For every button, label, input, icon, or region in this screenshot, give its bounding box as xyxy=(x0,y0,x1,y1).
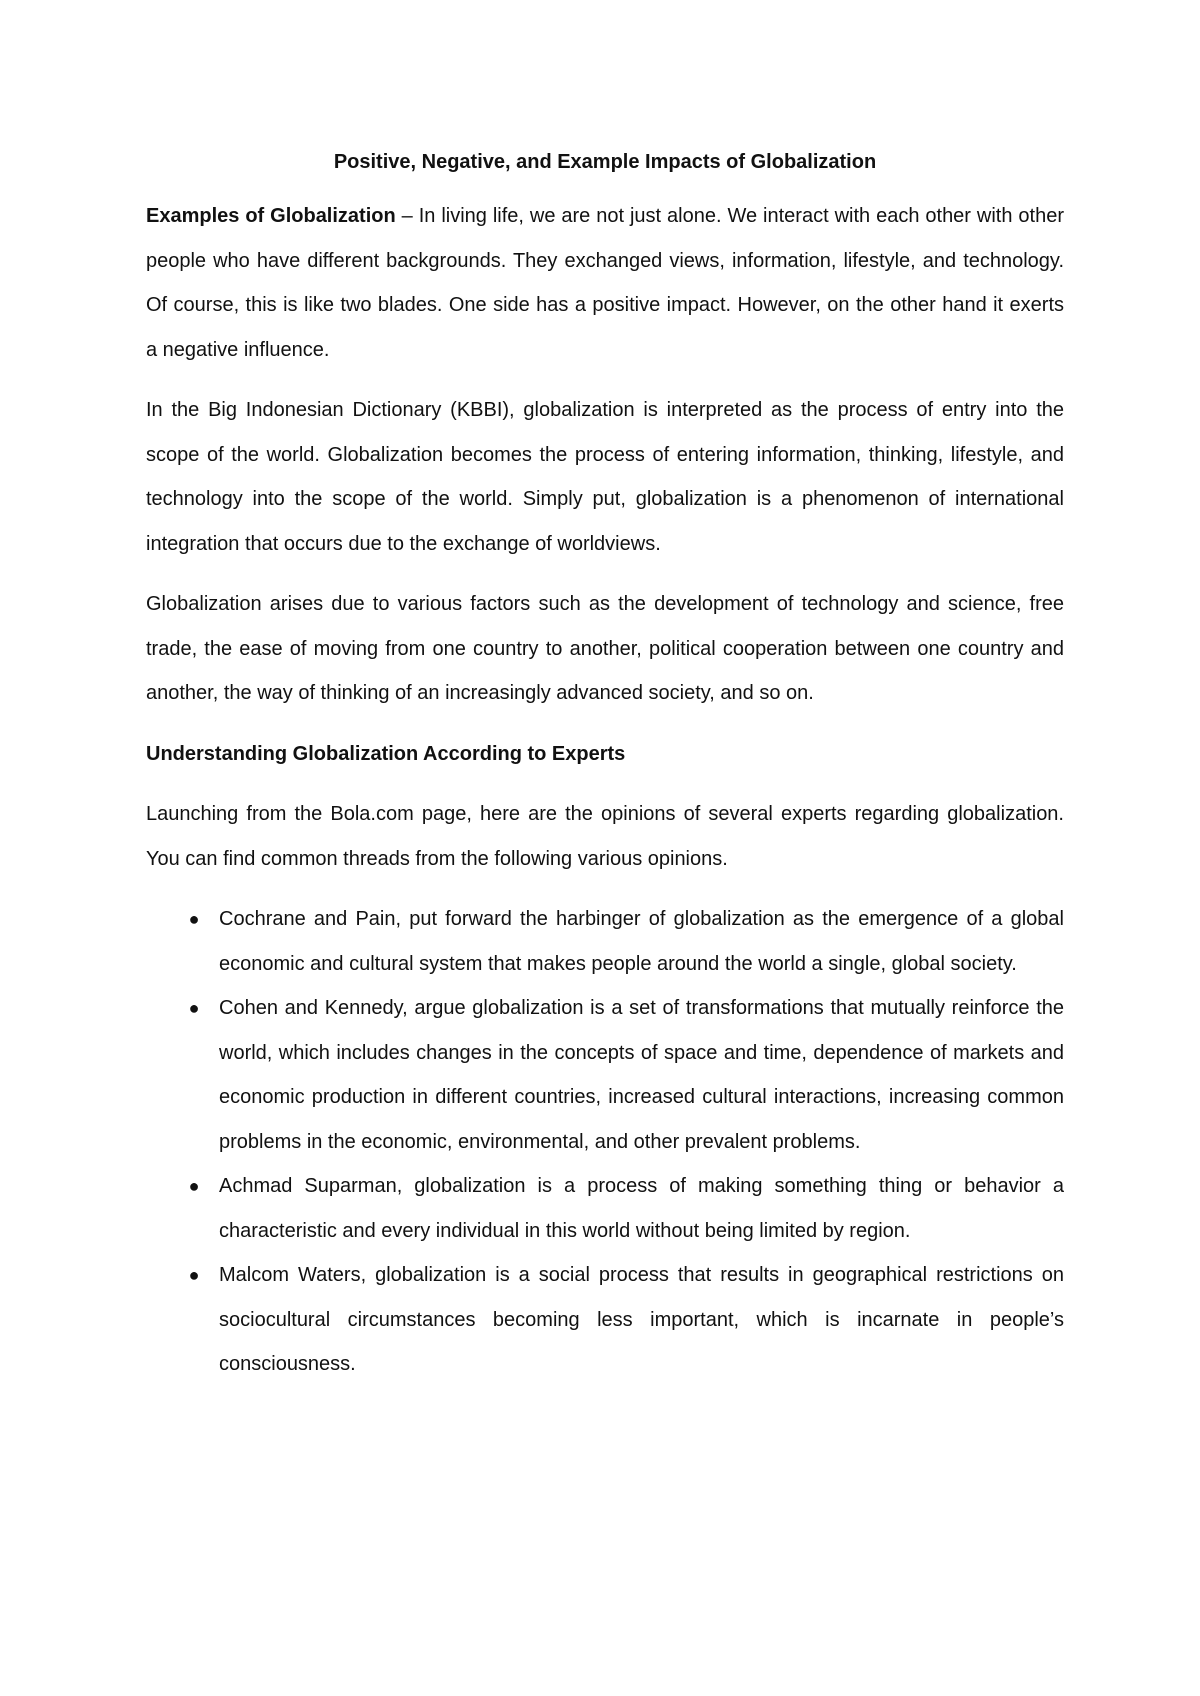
paragraph-kbbi: In the Big Indonesian Dictionary (KBBI), globalization is interpreted as the process of entry into the scope of the world. Globalization becomes the process of entering information, thinking, lifestyle, and technology into the scope of the world. Simply put, globalization is a phenomenon of international integration that occurs due to the exchange of worldviews. xyxy=(146,399,1064,555)
paragraph-factors: Globalization arises due to various factors such as the development of technology and science, free trade, the ease of moving from one country to another, political cooperation between one country and another, the way of thinking of an increasingly advanced society, and so on. xyxy=(146,593,1064,704)
bullet-icon: ● xyxy=(188,1176,200,1196)
bullet-icon: ● xyxy=(188,909,200,929)
list-item xyxy=(146,986,1064,1164)
experts-list xyxy=(146,897,1064,1387)
intro-text: – In living life, we are not just alone. We interact with each other with other people who have different backgrounds. They exchanged views, information, lifestyle, and technology. Of course, this is like two blades. One side has a positive impact. However, on the other hand it exerts a negative influence. xyxy=(146,205,1064,361)
list-item-text: Cohen and Kennedy, argue globalization is a set of transformations that mutually reinforce the world, which includes changes in the concepts of space and time, dependence of markets and economic production in different countries, increased cultural interactions, increasing common problems in the economic, environmental, and other prevalent problems. xyxy=(219,997,1064,1153)
intro-lead: Examples of Globalization xyxy=(146,205,396,227)
list-item-text: Malcom Waters, globalization is a social process that results in geographical restrictions on sociocultural circumstances becoming less important, which is incarnate in people’s consciousness. xyxy=(219,1264,1064,1375)
list-item-text: Achmad Suparman, globalization is a process of making something thing or behavior a characteristic and every individual in this world without being limited by region. xyxy=(219,1175,1064,1242)
list-item-text: Cochrane and Pain, put forward the harbinger of globalization as the emergence of a global economic and cultural system that makes people around the world a single, global society. xyxy=(219,908,1064,975)
bullet-icon: ● xyxy=(188,1265,200,1285)
document-title: Positive, Negative, and Example Impacts of Globalization xyxy=(333,151,877,173)
document-body xyxy=(146,140,1064,1387)
section-heading: Understanding Globalization According to Experts xyxy=(146,742,626,765)
bullet-icon: ● xyxy=(188,998,200,1018)
list-item xyxy=(146,1164,1064,1253)
list-item xyxy=(146,1253,1064,1387)
section-intro-paragraph: Launching from the Bola.com page, here are the opinions of several experts regarding globalization. You can find common threads from the following various opinions. xyxy=(146,803,1064,870)
intro-paragraph xyxy=(146,194,1064,372)
list-item xyxy=(146,897,1064,986)
